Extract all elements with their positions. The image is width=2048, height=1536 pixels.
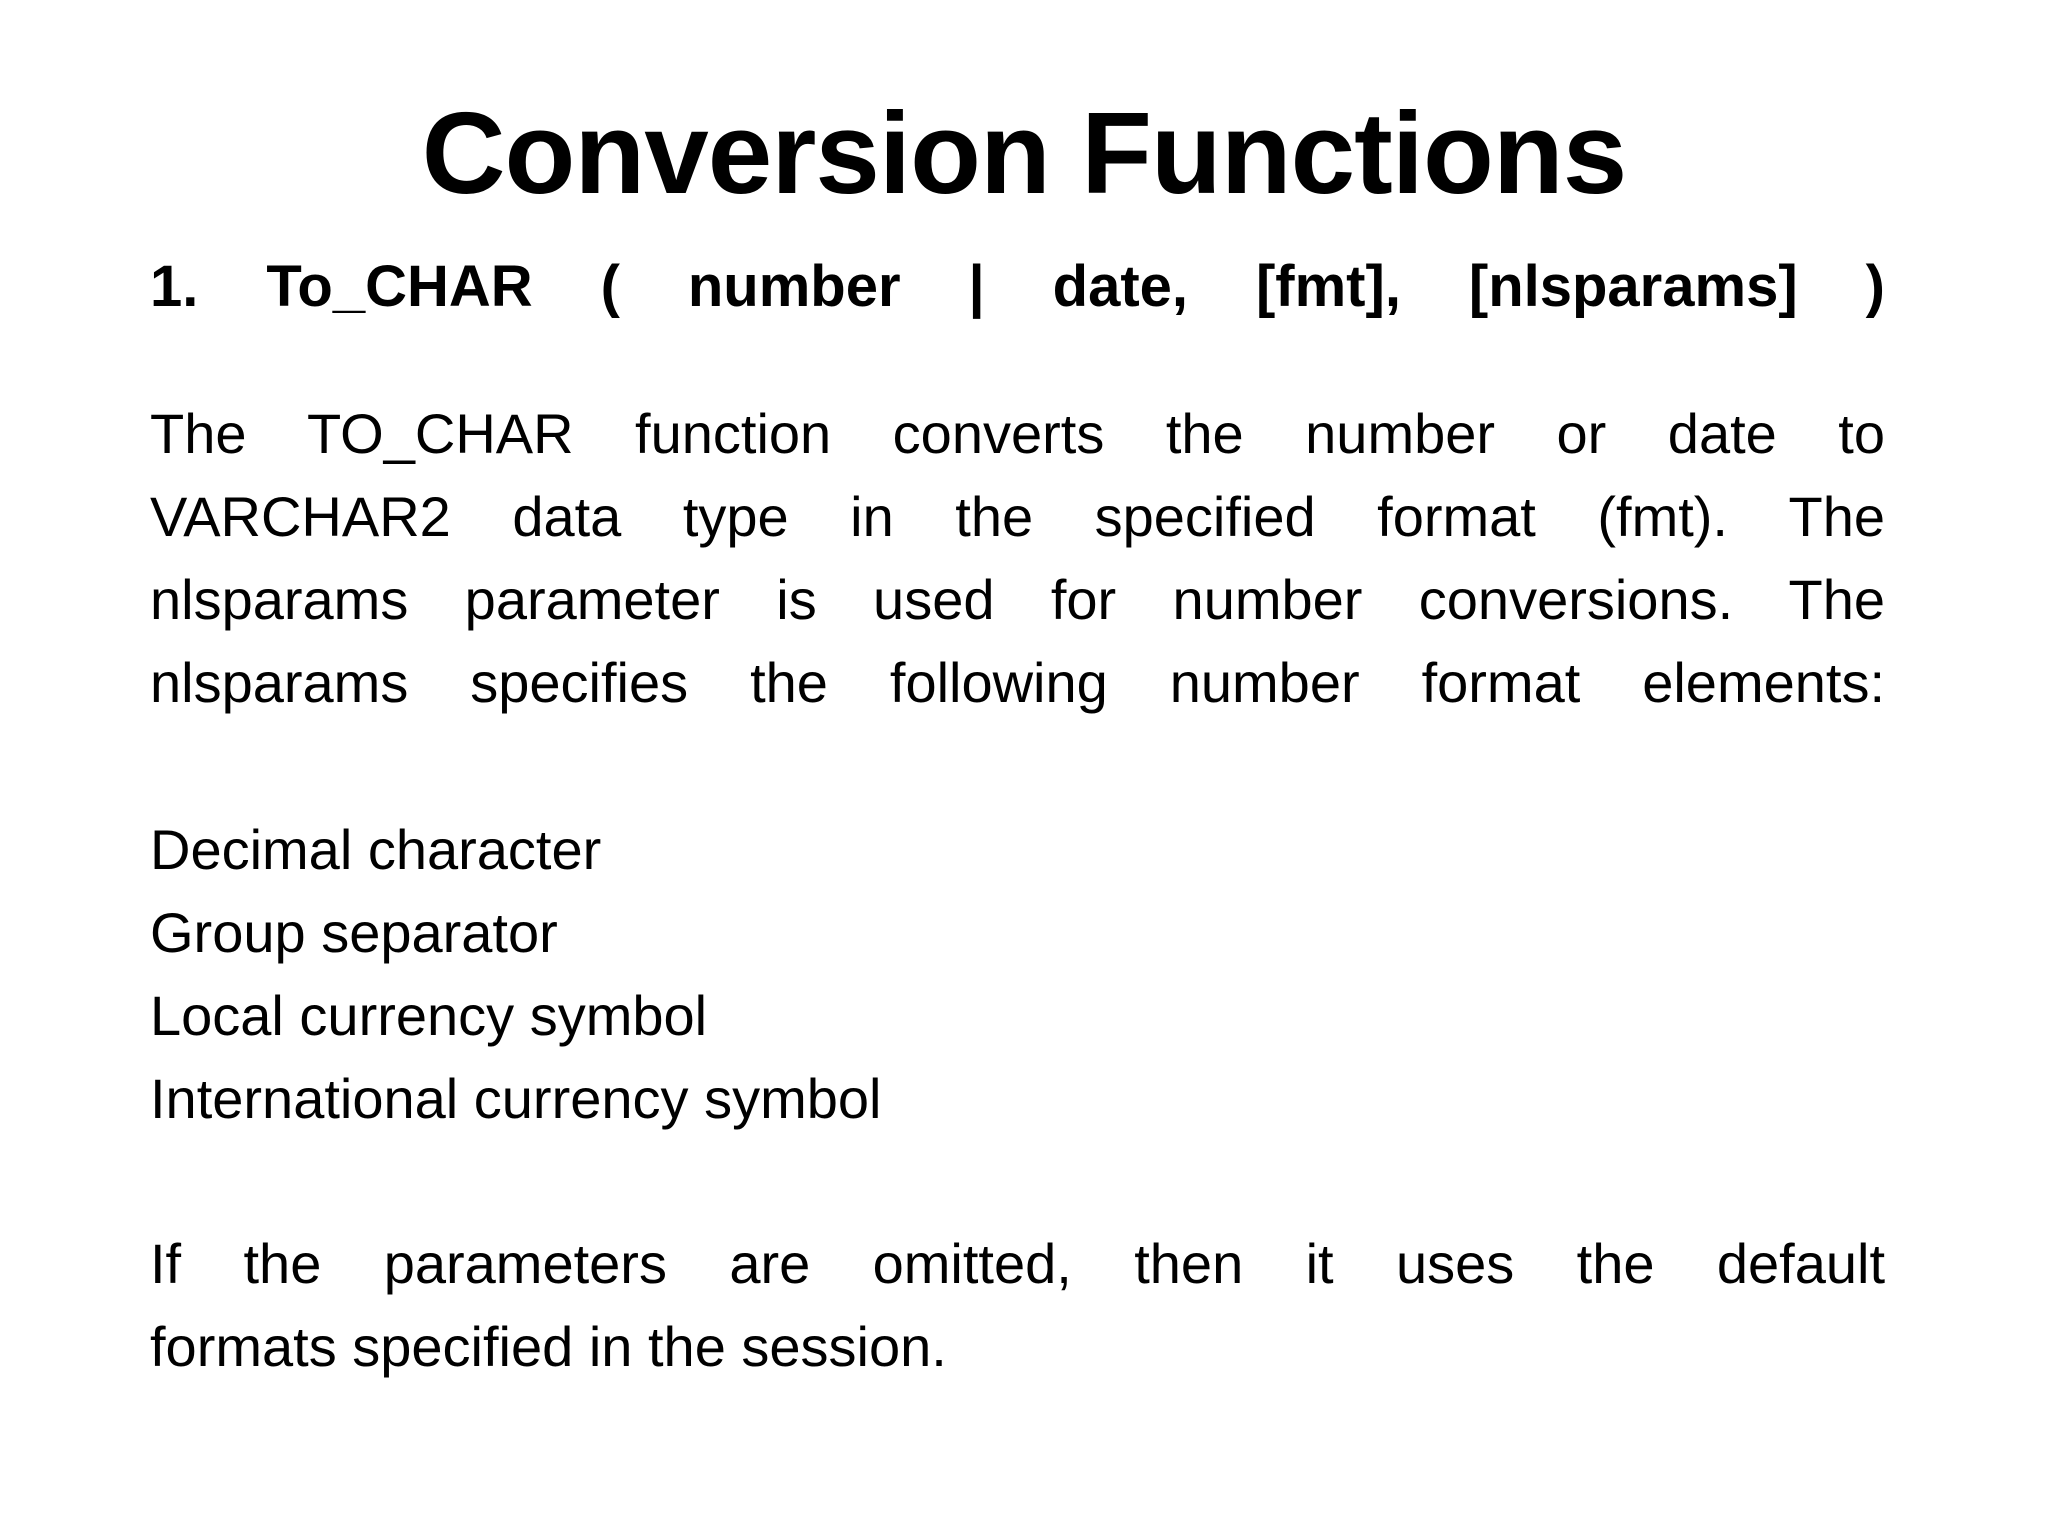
description-paragraph xyxy=(150,392,1885,724)
syntax-open-paren: ( xyxy=(600,254,620,319)
syntax-line xyxy=(150,252,1885,322)
syntax-number: 1. xyxy=(150,254,199,319)
syntax-param-number: number xyxy=(687,254,901,319)
description-line: nlsparams specifies the following number format elements: xyxy=(150,651,1885,714)
syntax-param-nlsparams: [nlsparams] xyxy=(1468,254,1798,319)
description-line: VARCHAR2 data type in the specified format (fmt). The xyxy=(150,485,1885,548)
list-item: Local currency symbol xyxy=(150,984,708,1047)
list-item: Decimal character xyxy=(150,818,602,881)
syntax-function-name: To_CHAR xyxy=(266,254,533,319)
description-line: The TO_CHAR function converts the number or date to xyxy=(150,402,1885,465)
syntax-param-fmt: [fmt], xyxy=(1255,254,1401,319)
list-item: International currency symbol xyxy=(150,1067,882,1130)
slide-title: Conversion Functions xyxy=(421,88,1627,218)
syntax-param-date: date, xyxy=(1052,254,1189,319)
note-line: formats specified in the session. xyxy=(150,1315,947,1378)
note-line: If the parameters are omitted, then it uses the default xyxy=(150,1232,1885,1295)
syntax-pipe: | xyxy=(968,254,985,319)
format-elements-list xyxy=(150,808,1885,1140)
syntax-close-paren: ) xyxy=(1865,254,1885,319)
list-item: Group separator xyxy=(150,901,558,964)
note-paragraph xyxy=(150,1222,1885,1388)
description-line: nlsparams parameter is used for number conversions. The xyxy=(150,568,1885,631)
